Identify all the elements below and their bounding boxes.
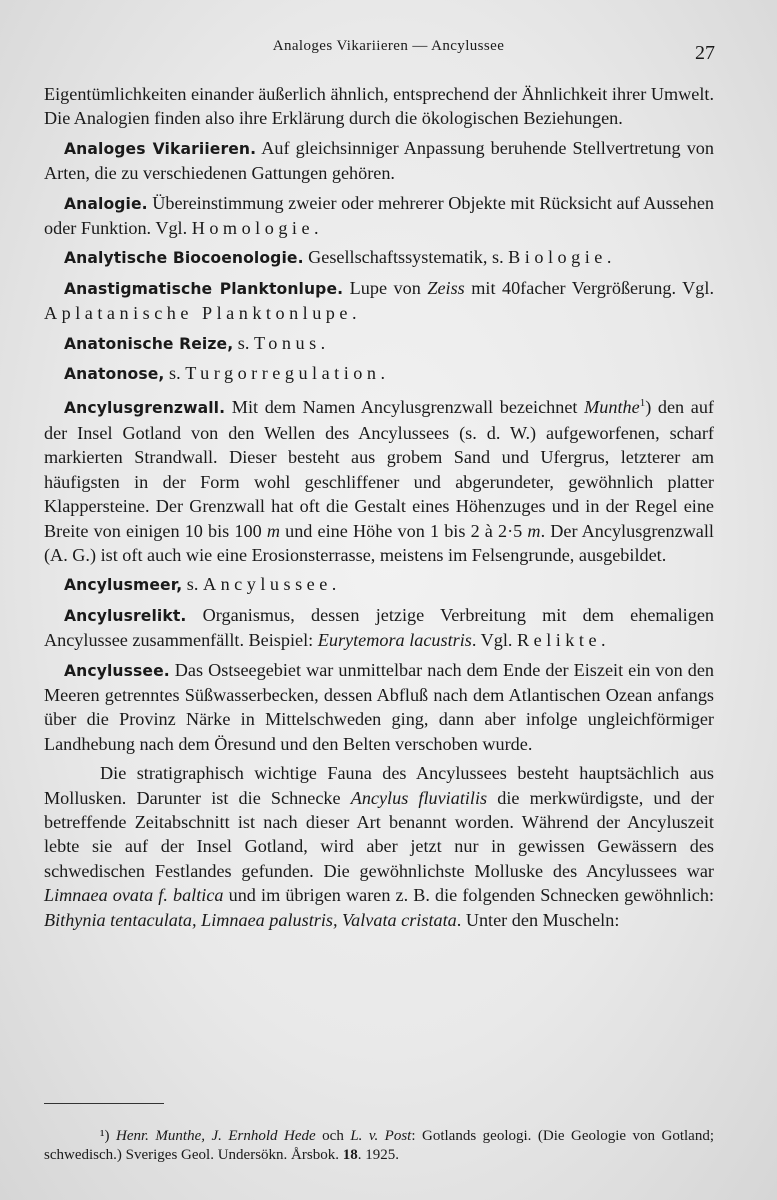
paragraph-text: Die stratigraphisch wichtige Fauna des Ancylussees besteht hauptsächlich aus Mollusken. Darunter ist die Schnecke [44,763,714,808]
footnote-volume: 18 [342,1147,358,1163]
entry-text-end: . [601,630,606,651]
entry-text: Mit dem Namen Ancylusgrenzwall bezeichnet [225,397,585,418]
entry-text-end: . [606,247,612,268]
entry-text: mit 40facher Vergrößerung. Vgl. [464,277,715,298]
entry-text-end: . [351,303,357,324]
entry-text: ) den auf der Insel Gotland von den Wellen des Ancylussees (s. d. W.) aufgeworfenen, scharf markierten Strandwall. Dieser besteht aus grobem Sand und Ufergrus, letzterer am häufigsten in der Form wohl geschliffener und abgerundeter, gewöhnlich platter Klappersteine. Der Grenzwall hat oft die Gestalt eines Höhenzuges und in der Regel eine Breite von einigen 10 bis 100 [44,397,714,541]
running-head: Analoges Vikariieren — Ancylussee [272,38,505,54]
page-header [0,34,777,64]
cross-reference: Relikte [517,630,602,651]
footnote-text: . 1925. [357,1147,399,1163]
entry-text: s. [233,332,254,353]
entry-ancylusmeer [44,572,714,597]
entry-continuation [44,82,714,131]
entry-text: Übereinstimmung zweier oder mehrerer Objekte mit Rücksicht auf Aussehen oder Funktion. Vgl. [44,192,714,239]
italic-name: Limnaea ovata f. baltica [44,885,224,906]
entry-text-end: . [331,574,337,595]
footnote-text: : Gotlands geologi. (Die Geologie von Gotland; schwedisch.) Sveriges Geol. Undersökn. Årsbok. [44,1128,714,1163]
cross-reference: Homologie [191,218,315,239]
entry-term: Ancylussee. [64,661,170,680]
entry-text: . Vgl. [471,630,517,651]
italic-name: Zeiss [427,277,465,298]
unit-meter: m [527,520,541,541]
entry-term: Ancylusrelikt. [64,606,187,625]
italic-name: Eurytemora lacustris [317,630,472,651]
footnote-authors: L. v. Post [350,1128,412,1144]
paragraph-text: die merkwürdigste, und der betreffende Zeitabschnitt ist nach dieser Art benannt worden. Während der Ancyluszeit lebte sie auf der Insel Gotland, wird aber jetzt nur in gewissen Gewässern des schwedischen Festlandes gefunden. Die gewöhnlichste Molluske des Ancylussees war [44,787,714,881]
entry-text: s. [182,574,203,595]
entry-text-end: . [320,332,326,353]
italic-name: Bithynia tentaculata, Limnaea palustris, Valvata cristata [44,909,457,930]
entry-analoges-vikariieren [44,136,714,186]
entry-text: Gesellschaftssystematik, s. [303,247,509,268]
entry-text: Auf gleichsinniger Anpassung beruhende Stellvertretung von Arten, die zu verschiedenen Gattungen gehören. [44,137,714,184]
entry-text: Eigentümlichkeiten einander äußerlich ähnlich, entsprechend der Ähnlichkeit ihrer Umwelt. Die Analogien finden also ihre Erklärung durch die ökologischen Beziehungen. [44,84,714,129]
unit-meter: m [266,520,280,541]
italic-name: Munthe [584,397,640,418]
paragraph-text: und im übrigen waren z. B. die folgenden Schnecken gewöhnlich: [223,885,714,906]
entry-term: Ancylusmeer, [64,576,183,595]
footnote [44,1127,714,1165]
body-text [44,82,714,932]
entry-text: Lupe von [343,277,428,298]
paragraph-fauna [44,761,714,932]
entry-anatonose [44,361,714,386]
entry-term: Anatonische Reize, [64,334,234,353]
entry-term: Analogie. [64,194,148,213]
entry-analogie [44,191,714,241]
entry-term: Analoges Vikariieren. [64,139,257,158]
paragraph-text: . Unter den Muscheln: [456,909,620,930]
footnote-marker: ¹) [100,1128,110,1144]
entry-analytische-biocoenologie [44,245,714,270]
cross-reference: Biologie [508,247,607,268]
footnote-marker: 1 [639,397,646,410]
cross-reference: Aplatanische Planktonlupe [44,303,352,324]
entry-term: Anatonose, [64,365,165,384]
cross-reference: Ancylussee [202,574,332,595]
entry-anastigmatische-planktonlupe [44,276,714,326]
footnote-text: och [315,1128,351,1144]
entry-term: Analytische Biocoenologie. [64,249,304,268]
cross-reference: Tonus [253,332,321,353]
entry-text-end: . [380,363,386,384]
footnote-rule [44,1103,164,1104]
italic-name: Ancylus fluviatilis [350,787,488,808]
entry-term: Ancylusgrenzwall. [64,399,226,418]
entry-ancylusrelikt [44,603,714,653]
entry-text: . Der Ancylusgrenzwall (A. G.) ist oft auch wie eine Erosionsterrasse, meistens im Felsengrunde, ausgebildet. [44,520,714,565]
cross-reference: Turgorregulation [185,363,381,384]
entry-term: Anastigmatische Planktonlupe. [64,279,344,298]
entry-text: Organismus, dessen jetzige Verbreitung mit dem ehemaligen Ancylussee zusammenfällt. Beispiel: [44,604,714,651]
entry-ancylusgrenzwall [44,391,714,567]
entry-ancylussee [44,658,714,757]
entry-text: Das Ostseegebiet war unmittelbar nach dem Ende der Eiszeit ein von den Meeren getrenntes Süßwasserbecken, dessen Abfluß nach dem Atlantischen Ozean anfangs über die Provinz Närke in Mittelschweden ging, dann aber infolge ungleichförmiger Landhebung nach dem Öresund und den Belten verschoben wurde. [44,659,714,754]
footnote-authors: Henr. Munthe, J. Ernhold Hede [116,1128,316,1144]
page-number: 27 [695,42,715,64]
entry-text: s. [164,363,186,384]
entry-text: und eine Höhe von 1 bis 2 à 2·5 [279,520,528,541]
entry-anatonische-reize [44,331,714,356]
entry-text-end: . [314,218,319,239]
